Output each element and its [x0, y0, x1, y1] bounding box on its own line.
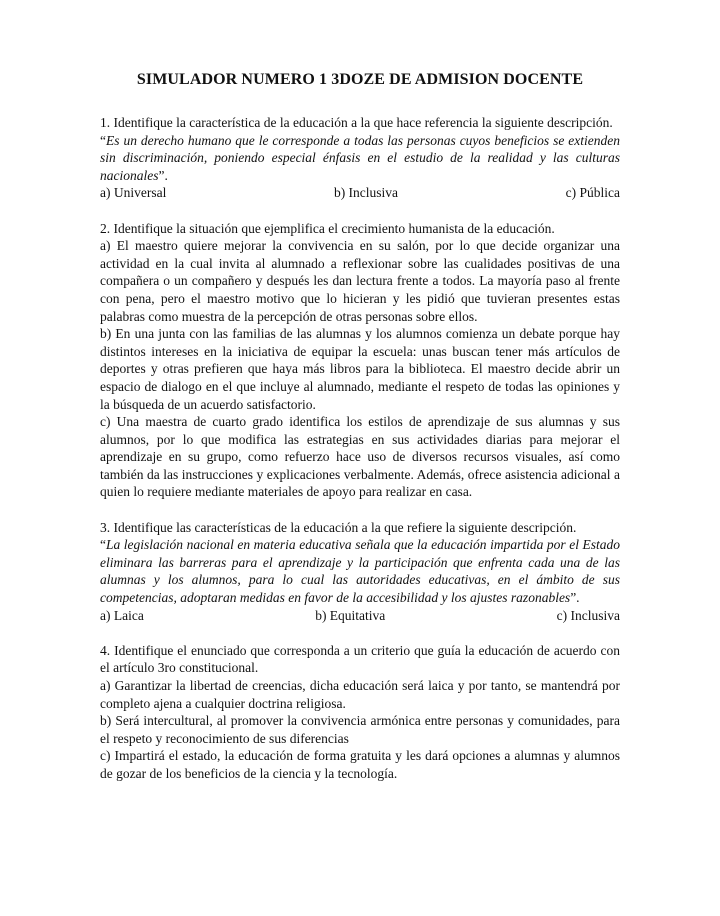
quote-close-mark: ”. — [158, 167, 168, 183]
question-1-prompt: 1. Identifique la característica de la educación a la que hace referencia la siguiente descripción. — [100, 115, 613, 130]
question-3-option-a: a) Laica — [100, 607, 144, 623]
question-4-option-a: a) Garantizar la libertad de creencias, dicha educación será laica y por tanto, se mantendrá por completo ajena a cualquier doctrina religiosa. — [100, 678, 620, 711]
question-4-prompt: 4. Identifique el enunciado que corresponda a un criterio que guía la educación de acuerdo con el artículo 3ro constitucional. — [100, 642, 620, 676]
question-2-option-c: c) Una maestra de cuarto grado identifica los estilos de aprendizaje de sus alumnas y sus alumnos, por lo que modifica las estrategias en sus actividades diarias para mejorar el aprendizaje en su grupo, como refuerzo hace uso de diversos recursos visuales, así como también da las instrucciones y explicaciones verbalmente. Además, ofrece asistencia adicional a quien lo requiere mediante materiales de apoyo para realizar en casa. — [100, 414, 620, 500]
question-1-quote-block — [100, 132, 620, 185]
question-1 — [100, 114, 620, 202]
question-2-prompt: 2. Identifique la situación que ejemplifica el crecimiento humanista de la educación. — [100, 220, 555, 236]
question-1-options — [100, 184, 620, 202]
document-title: SIMULADOR NUMERO 1 3DOZE DE ADMISION DOCENTE — [136, 71, 584, 88]
question-2-option-a: a) El maestro quiere mejorar la convivencia en su salón, por lo que decide organizar una actividad en la cual invita al alumnado a reflexionar sobre las cualidades positivas de una compañera o un compañero y después les dan lectura frente a todos. La mayoría paso al frente con pena, pero el maestro motivo que lo hicieran y les pidió que tuvieran presentes estas palabras como muestra de la percepción de otras personas sobre ellos. — [100, 238, 620, 324]
question-1-option-b: b) Inclusiva — [333, 185, 399, 201]
question-4-option-c: c) Impartirá el estado, la educación de forma gratuita y les dará opciones a alumnas y alumnos de gozar de los beneficios de la ciencia y la tecnología. — [100, 748, 620, 781]
question-1-quote: Es un derecho humano que le corresponde a todas las personas cuyos beneficios se extienden sin discriminación, poniendo especial énfasis en el estudio de la realidad y las culturas nacionales — [100, 132, 620, 183]
quote-open-mark: “ — [100, 537, 106, 553]
question-2-option-b: b) En una junta con las familias de las alumnas y los alumnos comienza un debate porque hay distintos intereses en la iniciativa de equipar la escuela: unas buscan tener más artículos de deportes y otras prefieren que haya más libros para la biblioteca. El maestro decide abrir un espacio de dialogo en el que incluye al alumnado, mediante el respeto de todas las opiniones y la búsqueda de un acuerdo satisfactorio. — [100, 326, 620, 412]
quote-close-mark: ”. — [570, 590, 580, 606]
question-1-option-c: c) Pública — [565, 185, 620, 201]
question-3-options — [100, 607, 620, 625]
question-4-option-b: b) Será intercultural, al promover la convivencia armónica entre personas y comunidades, para el respeto y reconocimiento de sus diferencias — [100, 713, 620, 746]
question-3-option-c: c) Inclusiva — [556, 607, 620, 623]
question-2 — [100, 220, 620, 502]
question-3 — [100, 519, 620, 625]
question-3-option-b: b) Equitativa — [315, 607, 386, 623]
question-1-option-a: a) Universal — [100, 185, 167, 201]
question-3-prompt: 3. Identifique las características de la educación a la que refiere la siguiente descripción. — [100, 519, 577, 535]
question-4 — [100, 642, 620, 783]
question-3-quote-block — [100, 536, 620, 606]
quote-open-mark: “ — [100, 132, 106, 148]
question-3-quote: La legislación nacional en materia educativa señala que la educación impartida por el Estado eliminara las barreras para el aprendizaje y la participación que enfrenta cada una de las alumnas y los alumnos, para lo cual las autoridades educativas, en el ámbito de sus competencias, adoptaran medidas en favor de la accesibilidad y los ajustes razonables — [100, 537, 620, 606]
